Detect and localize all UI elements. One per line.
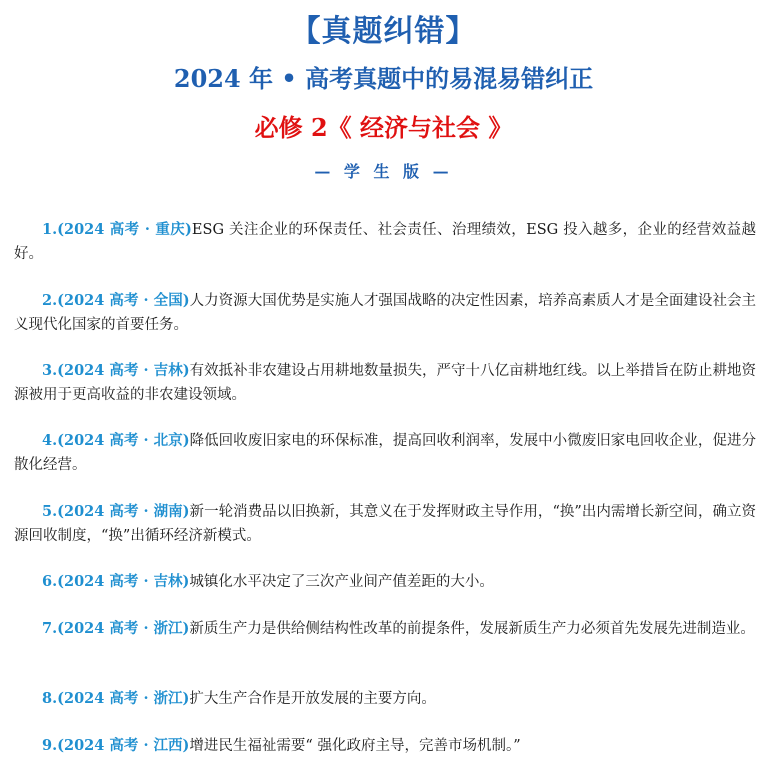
question-text: 新质生产力是供给侧结构性改革的前提条件，发展新质生产力必须首先发展先进制造业。 [189,621,755,637]
question-item [14,429,756,477]
question-text: ESG 关注企业的环保责任、社会责任、治理绩效，ESG 投入越多，企业的经营效益越好。 [14,222,756,262]
question-text: 有效抵补非农建设占用耕地数量损失，严守十八亿亩耕地红线。以上举措旨在防止耕地资源被用于更高收益的非农建设领域。 [14,363,756,403]
question-source: (2024 高考 · 吉林) [57,573,190,590]
question-item [14,289,756,337]
page-title: 【真题纠错】 [290,14,477,49]
question-text: 增进民生福祉需要“ 强化政府主导，完善市场机制。” [189,738,521,754]
question-item [14,359,756,407]
question-item [14,570,756,594]
question-text: 降低回收废旧家电的环保标准，提高回收利润率，发展中小微废旧家电回收企业，促进分散化经营。 [14,433,756,473]
question-number: 3. [42,362,58,379]
question-number: 7. [42,620,58,637]
question-item [14,617,756,641]
question-item [14,500,756,548]
question-source: (2024 高考 · 湖南) [57,503,190,520]
question-item [14,734,756,758]
question-source: (2024 高考 · 北京) [57,432,190,449]
question-text: 扩大生产合作是开放发展的主要方向。 [189,691,436,707]
question-number: 9. [42,737,58,754]
question-source: (2024 高考 · 浙江) [57,620,190,637]
edition-label: — 学 生 版 — [314,162,453,181]
question-text: 新一轮消费品以旧换新，其意义在于发挥财政主导作用，“换”出内需增长新空间，确立资源回收制度，“换”出循环经济新模式。 [14,504,756,544]
question-number: 8. [42,690,58,707]
question-item [14,687,756,711]
question-number: 1. [42,221,58,238]
question-number: 5. [42,503,58,520]
question-source: (2024 高考 · 浙江) [57,690,190,707]
question-number: 6. [42,573,58,590]
question-source: (2024 高考 · 吉林) [57,362,190,379]
page-subtitle: 2024 年 • 高考真题中的易混易错纠正 [173,64,594,93]
question-text: 人力资源大国优势是实施人才强国战略的决定性因素，培养高素质人才是全面建设社会主义现代化国家的首要任务。 [14,293,756,333]
question-source: (2024 高考 · 全国) [57,292,190,309]
question-number: 2. [42,292,58,309]
question-source: (2024 高考 · 重庆) [57,221,192,238]
question-source: (2024 高考 · 江西) [57,737,190,754]
question-item [14,218,756,266]
question-text: 城镇化水平决定了三次产业间产值差距的大小。 [189,574,494,590]
module-title: 必修 2《 经济与社会 》 [254,113,513,142]
question-number: 4. [42,432,58,449]
